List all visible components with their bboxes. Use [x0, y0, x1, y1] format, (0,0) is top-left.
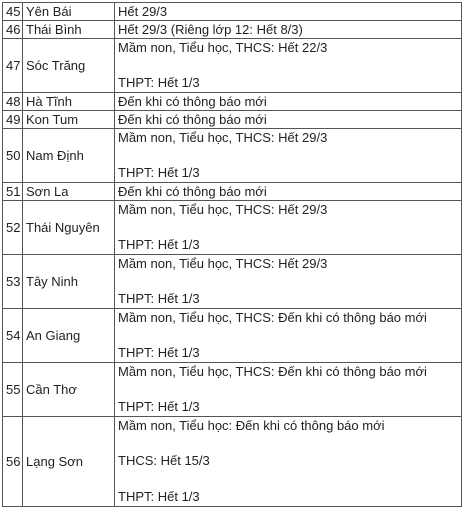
closure-schedule [115, 363, 462, 417]
table-row [3, 3, 462, 21]
province-name: Sơn La [23, 183, 115, 201]
schedule-line: THPT: Hết 1/3 [118, 489, 200, 504]
row-number: 46 [3, 21, 23, 39]
closure-schedule [115, 309, 462, 363]
table-row [3, 111, 462, 129]
closure-schedule [115, 39, 462, 93]
row-number: 51 [3, 183, 23, 201]
schedule-line: Hết 29/3 (Riêng lớp 12: Hết 8/3) [118, 22, 303, 37]
closure-schedule [115, 3, 462, 21]
row-number: 56 [3, 417, 23, 507]
schedule-line: Mầm non, Tiểu học, THCS: Đến khi có thông báo mới [118, 364, 427, 379]
province-name: Tây Ninh [23, 255, 115, 309]
schedule-line: THPT: Hết 1/3 [118, 165, 200, 180]
schedule-line: Mầm non, Tiểu học, THCS: Hết 29/3 [118, 202, 328, 217]
table-row [3, 129, 462, 183]
province-name: Cần Thơ [23, 363, 115, 417]
closure-schedule [115, 93, 462, 111]
schedule-line: Mầm non, Tiểu học, THCS: Hết 29/3 [118, 256, 328, 271]
schedule-line: THPT: Hết 1/3 [118, 291, 200, 306]
row-number: 54 [3, 309, 23, 363]
table-row [3, 255, 462, 309]
row-number: 48 [3, 93, 23, 111]
row-number: 53 [3, 255, 23, 309]
table-row [3, 183, 462, 201]
row-number: 52 [3, 201, 23, 255]
schedule-line: THPT: Hết 1/3 [118, 75, 200, 90]
table-body [3, 3, 462, 507]
table-row [3, 21, 462, 39]
table-row [3, 417, 462, 507]
province-name: Thái Bình [23, 21, 115, 39]
province-name: Kon Tum [23, 111, 115, 129]
row-number: 55 [3, 363, 23, 417]
table-row [3, 363, 462, 417]
schedule-line: THPT: Hết 1/3 [118, 237, 200, 252]
schedule-line: Mầm non, Tiểu học, THCS: Hết 29/3 [118, 130, 328, 145]
closure-schedule [115, 417, 462, 507]
row-number: 49 [3, 111, 23, 129]
schedule-line: Đến khi có thông báo mới [118, 184, 267, 199]
school-closure-table [2, 2, 462, 507]
schedule-line: Hết 29/3 [118, 4, 168, 19]
table-row [3, 93, 462, 111]
province-name: Hà Tĩnh [23, 93, 115, 111]
schedule-line: Mầm non, Tiểu học, THCS: Đến khi có thông báo mới [118, 310, 427, 325]
province-name: Sóc Trăng [23, 39, 115, 93]
closure-schedule [115, 129, 462, 183]
closure-schedule [115, 183, 462, 201]
province-name: Nam Định [23, 129, 115, 183]
closure-schedule [115, 111, 462, 129]
schedule-line: Mầm non, Tiểu học, THCS: Hết 22/3 [118, 40, 328, 55]
schedule-line: THPT: Hết 1/3 [118, 399, 200, 414]
schedule-line: Đến khi có thông báo mới [118, 112, 267, 127]
schedule-line: Mầm non, Tiểu học: Đến khi có thông báo mới [118, 418, 385, 433]
row-number: 45 [3, 3, 23, 21]
closure-schedule [115, 21, 462, 39]
province-name: Yên Bái [23, 3, 115, 21]
row-number: 47 [3, 39, 23, 93]
table-row [3, 309, 462, 363]
province-name: Thái Nguyên [23, 201, 115, 255]
closure-schedule [115, 255, 462, 309]
schedule-line: Đến khi có thông báo mới [118, 94, 267, 109]
closure-schedule [115, 201, 462, 255]
table-row [3, 201, 462, 255]
schedule-line: THCS: Hết 15/3 [118, 453, 210, 468]
province-name: An Giang [23, 309, 115, 363]
schedule-line: THPT: Hết 1/3 [118, 345, 200, 360]
table-row [3, 39, 462, 93]
province-name: Lạng Sơn [23, 417, 115, 507]
row-number: 50 [3, 129, 23, 183]
